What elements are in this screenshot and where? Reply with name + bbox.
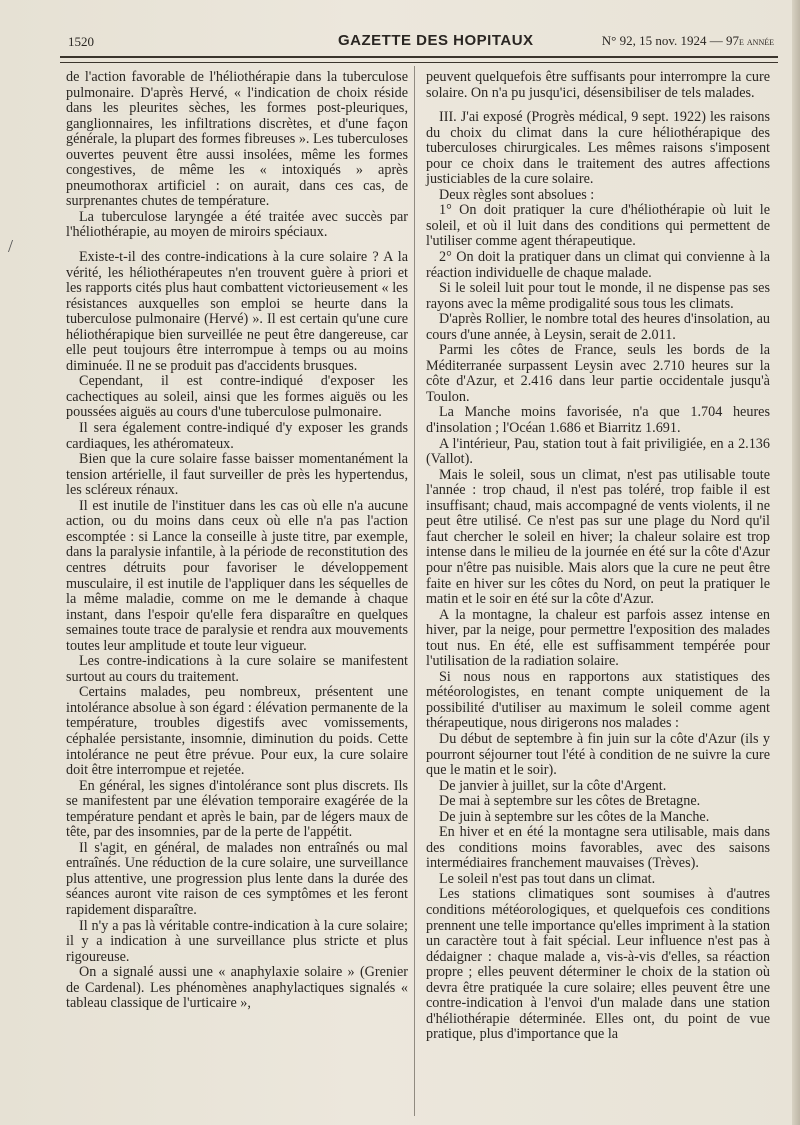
paragraph: Mais le soleil, sous un climat, n'est pas utilisable toute l'année : trop chaud, il n'est pas toléré, trop faible il est insuffisant; chaud, mais accompagné de vents violents, il ne peut être utilisé. Ce n'est pas sur une plage du Nord qu'il faut chercher le soleil en hiver; la chaleur solaire est trop intense dans le milieu de la journée en été sur la côte d'Azur pour n'être pas nuisible. Mais alors que la cure ne peut être faite en hiver sur les côtes du Nord, on peut la pratiquer le matin et le soir en été sur la côte d'Azur.: [426, 466, 770, 608]
paragraph: Si nous nous en rapportons aux statistiques des météorologistes, en tenant compte uniquement de la possibilité d'utiliser au maximum le soleil comme agent thérapeutique, nous dirigerons nos malades :: [426, 668, 770, 732]
header-rule-thin: [60, 62, 778, 63]
paragraph: La Manche moins favorisée, n'a que 1.704 heures d'insolation ; l'Océan 1.686 et Biarritz 1.691.: [426, 404, 770, 437]
paragraph: De janvier à juillet, sur la côte d'Argent.: [439, 777, 667, 794]
paragraph: Deux règles sont absolues :: [439, 186, 595, 203]
paragraph: Il est inutile de l'instituer dans les cas où elle n'a aucune action, ou du moins dans ceux où elle n'a pas l'action escomptée : si Lance la conseille à juste titre, par exemple, dans la paralysie infantile, à la période de reconstitution des centres détruits pour favoriser le développement musculaire, il est inutile de l'appliquer dans les séquelles de la même maladie, comme on me le demande à chaque instant, dans l'espoir qu'elle fera disparaître en quelques semaines toute trace de paralysie et rendra aux mouvements toutes leur amplitude et toute leur vigueur.: [66, 497, 408, 654]
page-header: [56, 26, 780, 56]
paragraph: Bien que la cure solaire fasse baisser momentanément la tension artérielle, il faut surveiller de près les hypertendus, les scléreux rénaux.: [66, 451, 408, 499]
header-rule-thick: [60, 56, 778, 58]
paragraph: De juin à septembre sur les côtes de la Manche.: [439, 808, 710, 825]
paragraph: Il n'y a pas là véritable contre-indication à la cure solaire; il y a indication à une surveillance plus stricte et plus rigoureuse.: [66, 917, 408, 965]
paragraph: Parmi les côtes de France, seuls les bords de la Méditerranée surpassent Leysin avec 2.710 heures sur la côte d'Azur, et 2.416 dans leur partie occidentale jusqu'à Toulon.: [426, 342, 770, 405]
paragraph: 1° On doit pratiquer la cure d'héliothérapie où luit le soleil, et où il luit dans des conditions qui permettent de l'utiliser comme agent thérapeutique.: [426, 202, 770, 250]
margin-pencil-mark: /: [8, 236, 14, 256]
paragraph: La tuberculose laryngée a été traitée avec succès par l'héliothérapie, au moyen de miroirs spéciaux.: [66, 208, 408, 241]
paragraph: Il sera également contre-indiqué d'y exposer les grands cardiaques, les athéromateux.: [66, 420, 408, 452]
paragraph: A l'intérieur, Pau, station tout à fait priviligiée, en a 2.136 (Vallot).: [426, 435, 770, 468]
paragraph: En hiver et en été la montagne sera utilisable, mais dans des conditions moins favorables, avec des saisons intermédiaires franchement mauvaises (Trèves).: [426, 824, 770, 872]
paragraph: 2° On doit la pratiquer dans un climat qui convienne à la réaction individuelle de chaque malade.: [426, 249, 770, 281]
paragraph: Les contre-indications à la cure solaire se manifestent surtout au cours du traitement.: [66, 653, 408, 685]
issue-info: [602, 33, 774, 49]
paragraph: Du début de septembre à fin juin sur la côte d'Azur (ils y pourront séjourner tout l'été à condition de ne suivre la cure que le matin et le soir).: [426, 730, 770, 779]
paragraph: De mai à septembre sur les côtes de Bretagne.: [439, 793, 701, 810]
paragraph: D'après Rollier, le nombre total des heures d'insolation, au cours d'une année, à Leysin, serait de 2.011.: [426, 311, 770, 343]
page-number: 1520: [68, 34, 94, 49]
journal-title: GAZETTE DES HOPITAUX: [338, 32, 534, 49]
paragraph: Cependant, il est contre-indiqué d'exposer les cachectiques au soleil, ainsi que les formes aiguës ou les poussées aiguës au cours d'une tuberculose pulmonaire.: [66, 373, 408, 421]
paragraph: Certains malades, peu nombreux, présentent une intolérance absolue à son égard : élévation permanente de la température, troubles digestifs avec vomissements, céphalée persistante, insomnie, diminution du poids. Cette intolérance ne peut être prévue. Pour eux, la cure solaire doit être interrompue et rejetée.: [66, 684, 408, 779]
issue-date: N° 92, 15 nov. 1924 — 97: [601, 33, 739, 48]
paragraph: On a signalé aussi une « anaphylaxie solaire » (Grenier de Cardenal). Les phénomènes anaphylactiques signalés « tableau classique de l'urticaire »,: [66, 964, 408, 1012]
paragraph: Existe-t-il des contre-indications à la cure solaire ? A la vérité, les héliothérapeutes n'en trouvent guère à priori et les rapports cités plus haut combattent victorieusement « les résistances auxquelles son emploi se heurte dans la tuberculose pulmonaire (Hervé) ». Il est certain qu'une cure héliothérapique bien surveillée ne peut être dangereuse, car elle peut toujours être interrompue à temps ou au moins diminuée. Il ne se produit pas d'accidents brusques.: [66, 249, 408, 374]
column-divider: [414, 66, 415, 1116]
paragraph: En général, les signes d'intolérance sont plus discrets. Ils se manifestent par une élévation temporaire exagérée de la température pendant et après le bain, par de légers maux de tête, par des insomnies, par de la perte de l'appétit.: [66, 777, 408, 841]
paragraph: Les stations climatiques sont soumises à d'autres conditions météorologiques, et quelquefois ces conditions prennent une telle importance qu'elles impriment à la station un caractère tout à fait spécial. Leur influence n'est pas à dédaigner : chaque malade a, vis-à-vis d'elles, sa réaction propre ; elles peuvent déterminer le choix de la station où devra être pratiquée la cure solaire; elles peuvent être une contre-indication à l'envoi d'un malade dans une station d'héliothérapie déterminée. Elles ont, du point de vue pratique, plus d'importance que la: [426, 886, 770, 1043]
paragraph: Il s'agit, en général, de malades non entraînés ou mal entraînés. Une réduction de la cure solaire, une surveillance plus attentive, une progression plus lente dans la durée des séances auront vite raison de ces symptômes et les feront rapidement disparaître.: [66, 839, 408, 918]
left-column: [66, 70, 408, 1012]
paragraph: A la montagne, la chaleur est parfois assez intense en hiver, par la neige, pour permettre l'exposition des malades tout nus. En été, elle est suffisamment tempérée pour l'utilisation de la radiation solaire.: [426, 606, 770, 670]
paragraph: peuvent quelquefois être suffisants pour interrompre la cure solaire. On n'a pu jusqu'ici, désensibiliser de tels malades.: [426, 69, 770, 101]
page-edge-shadow: [792, 0, 800, 1125]
issue-suffix: e année: [739, 34, 774, 48]
paragraph: Si le soleil luit pour tout le monde, il ne dispense pas ses rayons avec la même prodigalité sous tous les climats.: [426, 280, 770, 312]
paragraph: de l'action favorable de l'héliothérapie dans la tuberculose pulmonaire. D'après Hervé, « l'indication de choix réside dans les pleurites sèches, les formes post-pleuriques, ganglionnaires, les infiltrations discrètes, et d'une façon générale, la plupart des formes fibreuses ». Les tuberculoses ouvertes peuvent être aussi insolées, même les formes congestives, de même les « intoxiqués » après pneumothorax artificiel : on aurait, dans ces cas, de surprenantes chutes de température.: [66, 69, 408, 210]
paragraph: III. J'ai exposé (Progrès médical, 9 sept. 1922) les raisons du choix du climat dans la cure héliothérapique des tuberculoses chirurgicales. Les mêmes raisons s'imposent pour ce choix dans le traitement des autres affections justiciables de la cure solaire.: [426, 109, 770, 188]
paragraph: Le soleil n'est pas tout dans un climat.: [439, 870, 656, 887]
right-column: [426, 70, 770, 1043]
